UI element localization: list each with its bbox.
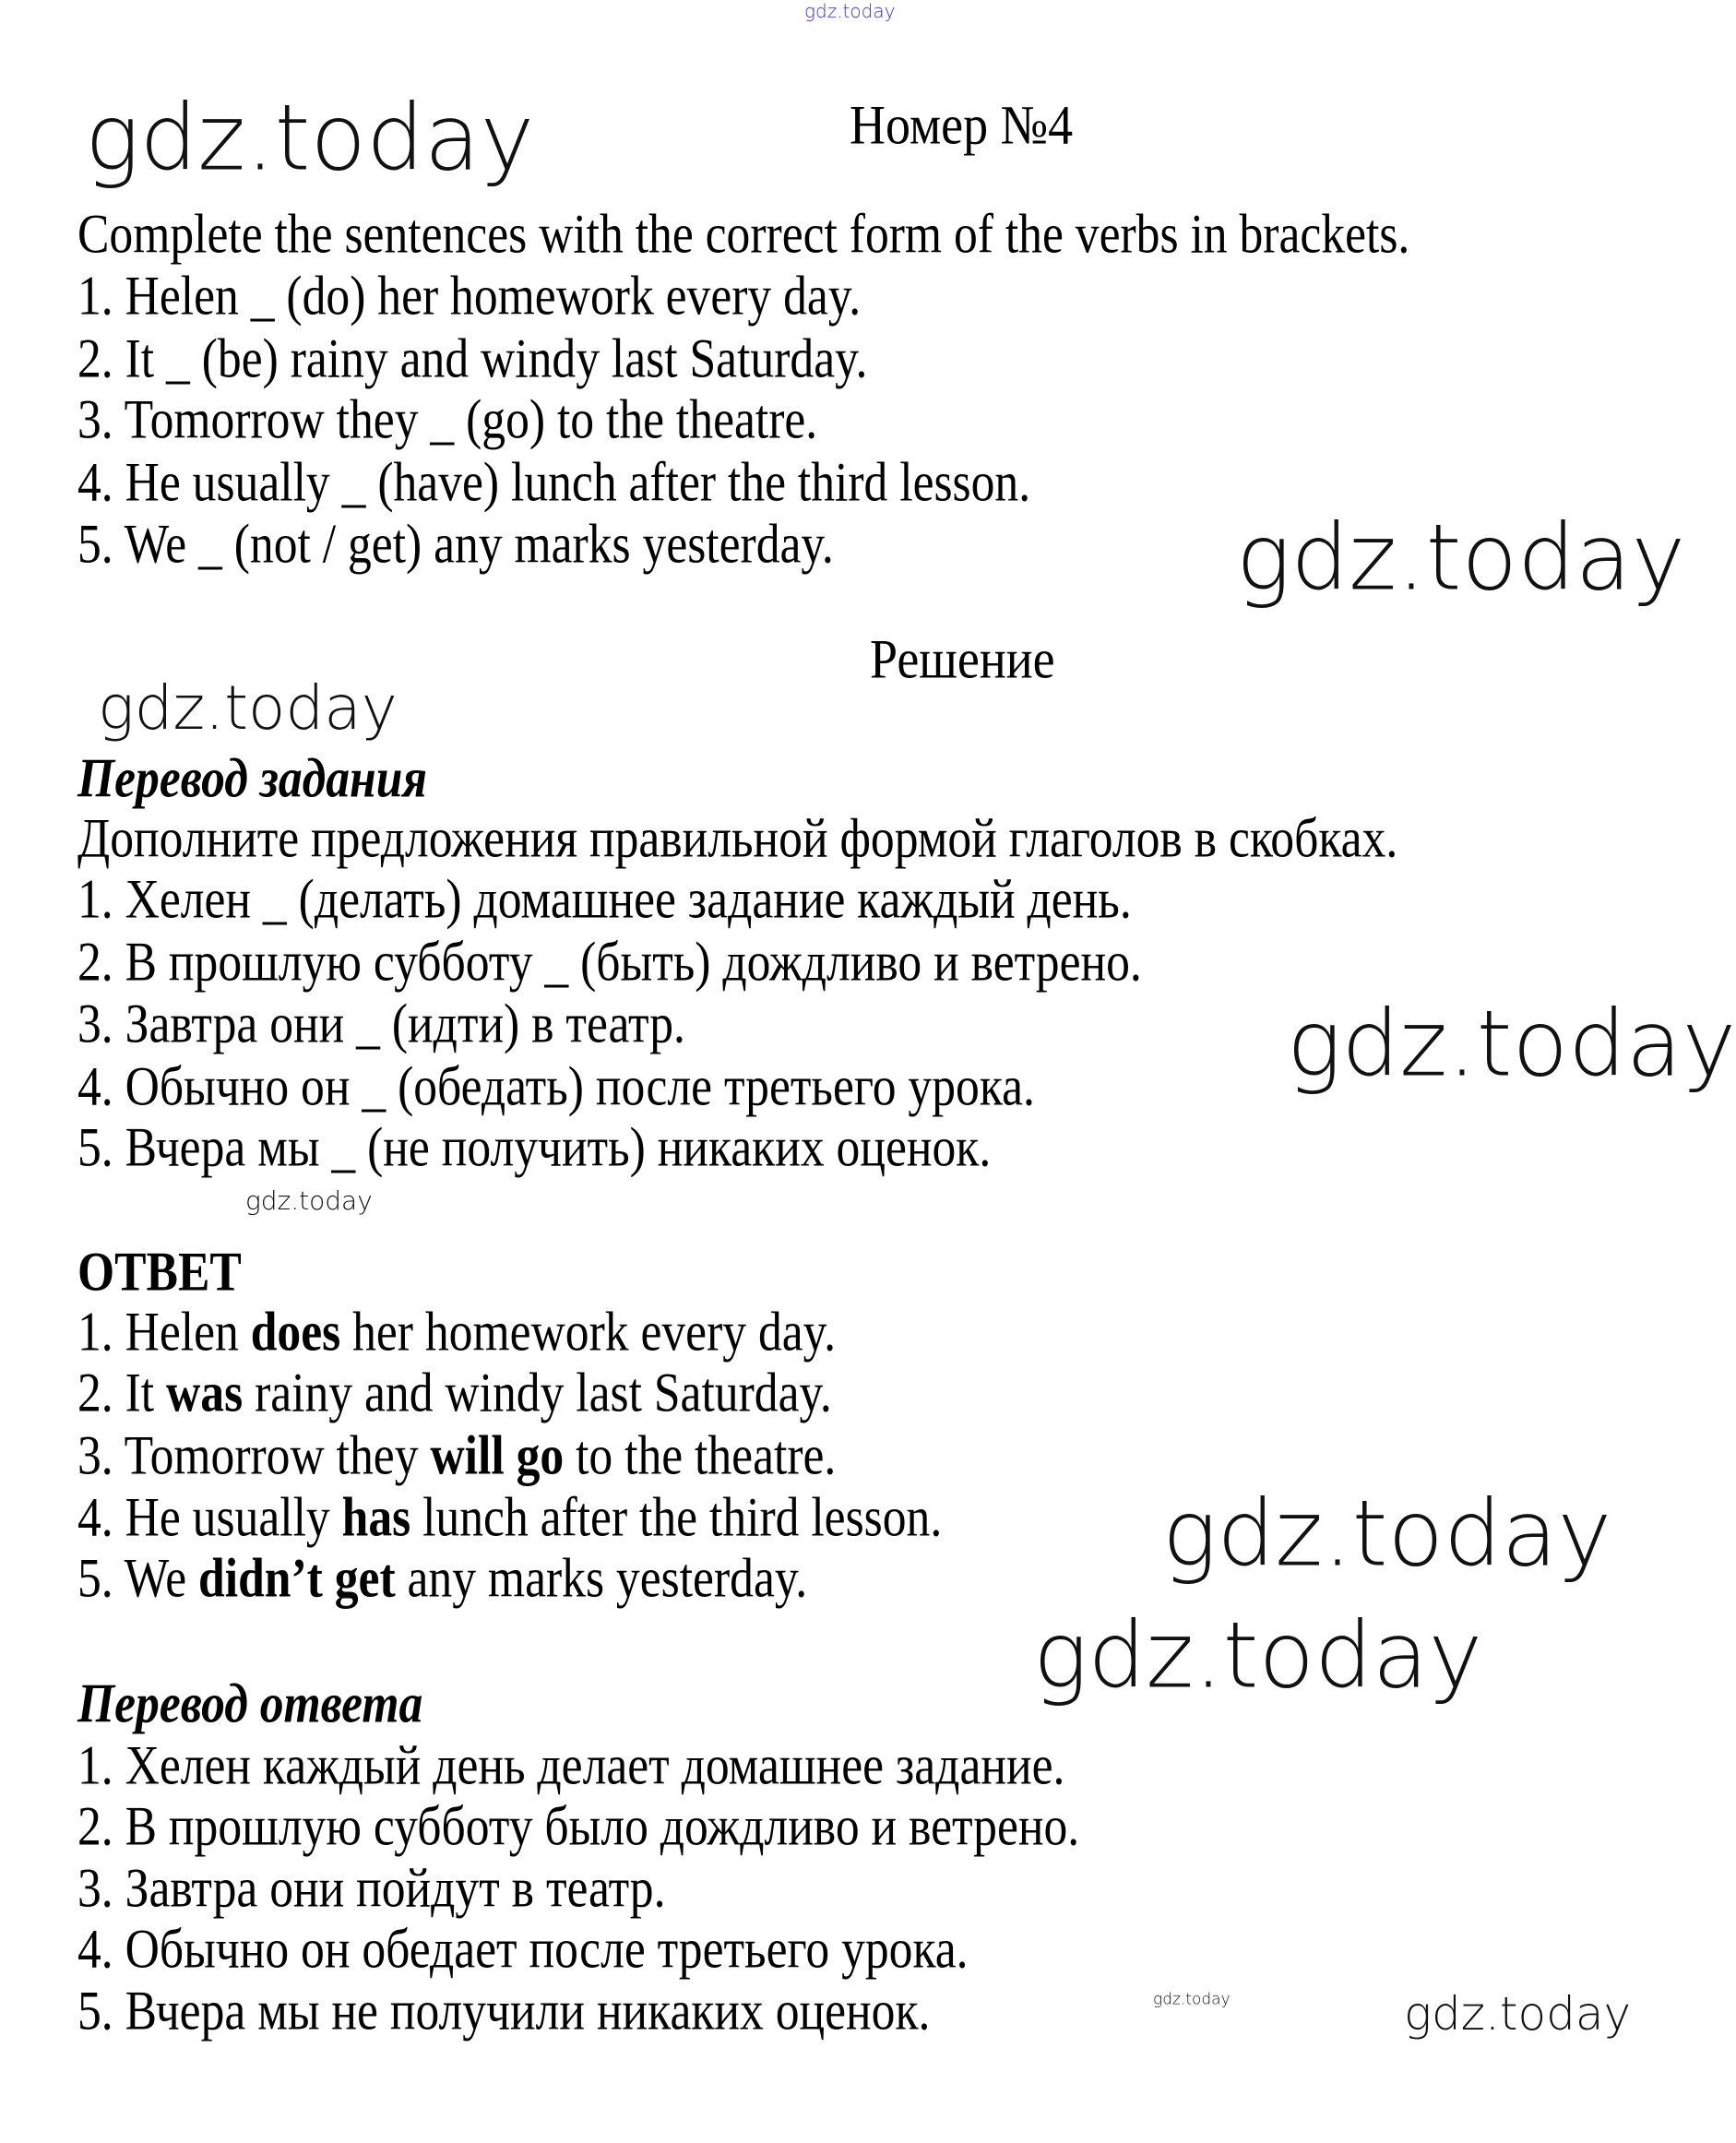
watermark: gdz.today: [1236, 505, 1686, 612]
answer-post: to the theatre.: [564, 1424, 837, 1486]
answer-translation-item: 4. Обычно он обедает после третьего урока.: [77, 1918, 969, 1980]
answer-verb: will go: [430, 1424, 565, 1486]
watermark: gdz.today: [1404, 1987, 1632, 2041]
task-item: 4. He usually _ (have) lunch after the third lesson.: [77, 451, 1031, 513]
task-translation-heading: Перевод задания: [77, 747, 427, 809]
watermark: gdz.today: [1033, 1602, 1483, 1709]
watermark: gdz.today: [1287, 991, 1736, 1098]
task-translation-instruction: Дополните предложения правильной формой глаголов в скобках.: [77, 807, 1398, 869]
answer-pre: 3. Tomorrow they: [77, 1424, 431, 1486]
task-item: 3. Tomorrow they _ (go) to the theatre.: [77, 388, 818, 450]
answer-pre: 2. It: [77, 1362, 167, 1423]
solution-heading: Решение: [870, 628, 1055, 690]
watermark: gdz.today: [85, 85, 535, 192]
answer-verb: didn’t get: [198, 1547, 396, 1609]
task-translation-item: 2. В прошлую субботу _ (быть) дождливо и ветрено.: [77, 931, 1142, 993]
answer-verb: was: [166, 1362, 244, 1423]
task-instruction: Complete the sentences with the correct form of the verbs in brackets.: [77, 203, 1410, 265]
answer-translation-heading: Перевод ответа: [77, 1673, 423, 1734]
watermark: gdz.today: [98, 673, 398, 744]
task-translation-item: 5. Вчера мы _ (не получить) никаких оценок.: [77, 1116, 992, 1178]
answer-post: rainy and windy last Saturday.: [243, 1362, 832, 1423]
answer-translation-item: 3. Завтра они пойдут в театр.: [77, 1857, 666, 1919]
answer-item: [77, 1425, 836, 1487]
answer-translation-item: 5. Вчера мы не получили никаких оценок.: [77, 1980, 931, 2042]
answer-pre: 1. Helen: [77, 1301, 251, 1363]
watermark: gdz.today: [1153, 1990, 1231, 2009]
answer-verb: has: [341, 1486, 411, 1548]
task-item: 1. Helen _ (do) her homework every day.: [77, 265, 862, 327]
answer-item: [77, 1487, 942, 1549]
answer-item: [77, 1302, 836, 1363]
answer-post: any marks yesterday.: [395, 1547, 808, 1609]
task-translation-item: 1. Хелен _ (делать) домашнее задание каждый день.: [77, 868, 1132, 930]
task-translation-item: 3. Завтра они _ (идти) в театр.: [77, 993, 685, 1054]
watermark: gdz.today: [245, 1185, 373, 1216]
answer-post: lunch after the third lesson.: [410, 1486, 943, 1548]
answer-item: [77, 1363, 832, 1424]
task-item: 5. We _ (not / get) any marks yesterday.: [77, 513, 834, 575]
watermark-top: gdz.today: [804, 0, 896, 22]
watermark: gdz.today: [1162, 1481, 1612, 1588]
task-item: 2. It _ (be) rainy and windy last Saturday.: [77, 327, 868, 389]
task-translation-item: 4. Обычно он _ (обедать) после третьего урока.: [77, 1055, 1035, 1117]
answer-pre: 4. He usually: [77, 1486, 342, 1548]
page-title: Номер №4: [850, 94, 1074, 156]
answer-pre: 5. We: [77, 1547, 199, 1609]
answer-item: [77, 1548, 807, 1610]
answer-translation-item: 2. В прошлую субботу было дождливо и ветрено.: [77, 1795, 1080, 1857]
answer-post: her homework every day.: [340, 1301, 837, 1363]
answer-translation-item: 1. Хелен каждый день делает домашнее задание.: [77, 1734, 1065, 1796]
answer-verb: does: [250, 1301, 341, 1363]
answer-heading: ОТВЕТ: [77, 1241, 242, 1303]
